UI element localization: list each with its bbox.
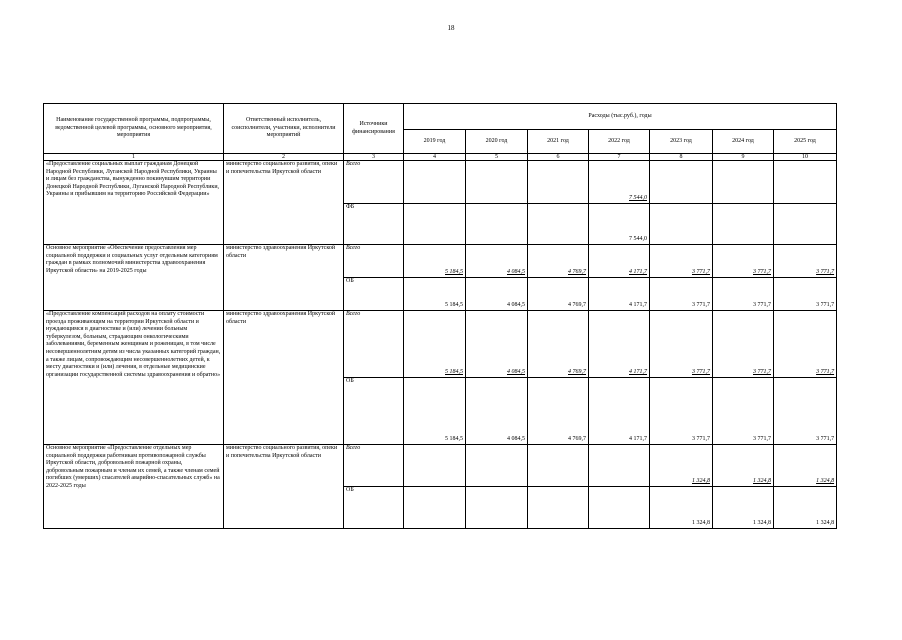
amount-total: 4 084,5 (466, 245, 528, 278)
amount-total: 5 184,5 (404, 311, 466, 378)
amount-sub (589, 487, 650, 529)
amount-total (774, 161, 837, 204)
source-sub: ОБ (344, 378, 404, 445)
amount-sub: 3 771,7 (713, 378, 774, 445)
table-row (44, 161, 837, 204)
column-index: 8 (650, 154, 713, 161)
amount-total (466, 445, 528, 487)
amount-total (404, 445, 466, 487)
amount-sub: 4 769,7 (528, 378, 589, 445)
amount-total: 3 771,7 (774, 245, 837, 278)
amount-sub: 3 771,7 (650, 378, 713, 445)
amount-sub: 5 184,5 (404, 278, 466, 311)
activity-name: Основное мероприятие «Предоставление отдельных мер социальной поддержки работникам противопожарной службы Иркутской области, добровольной пожарной охраны, добровольным пожарным и членам их семей, а также членам семей погибших (умерших) спасателей аварийно-спасательных служб» на 2022-2025 годы (44, 445, 224, 529)
column-index: 1 (44, 154, 224, 161)
amount-total: 5 184,5 (404, 245, 466, 278)
amount-sub: 4 171,7 (589, 278, 650, 311)
amount-sub (528, 204, 589, 245)
amount-sub: 4 084,5 (466, 278, 528, 311)
amount-sub (404, 487, 466, 529)
amount-sub (774, 204, 837, 245)
amount-total: 3 771,7 (713, 311, 774, 378)
amount-sub (466, 487, 528, 529)
header-year: 2022 год (589, 130, 650, 154)
source-sub: ОБ (344, 487, 404, 529)
amount-total: 7 544,0 (589, 161, 650, 204)
amount-sub: 4 171,7 (589, 378, 650, 445)
amount-total: 1 324,8 (713, 445, 774, 487)
amount-sub: 5 184,5 (404, 378, 466, 445)
executor: министерство социального развития, опеки и попечительства Иркутской области (224, 445, 344, 529)
amount-sub (650, 204, 713, 245)
amount-total: 4 171,7 (589, 245, 650, 278)
executor: министерство здравоохранения Иркутской области (224, 311, 344, 445)
column-index-row (44, 154, 837, 161)
source-total: Всего (344, 245, 404, 278)
header-year: 2020 год (466, 130, 528, 154)
column-index: 7 (589, 154, 650, 161)
amount-total (528, 161, 589, 204)
table-row (44, 245, 837, 278)
amount-total: 1 324,8 (774, 445, 837, 487)
column-index: 4 (404, 154, 466, 161)
header-executor: Ответственный исполнитель, соисполнители, участники, исполнители мероприятий (224, 104, 344, 154)
column-index: 5 (466, 154, 528, 161)
amount-total: 3 771,7 (650, 311, 713, 378)
amount-total: 3 771,7 (774, 311, 837, 378)
table-row (44, 445, 837, 487)
amount-sub (528, 487, 589, 529)
header-year: 2019 год (404, 130, 466, 154)
executor: министерство социального развития, опеки и попечительства Иркутской области (224, 161, 344, 245)
amount-sub: 3 771,7 (774, 378, 837, 445)
source-sub: ФБ (344, 204, 404, 245)
amount-sub: 4 084,5 (466, 378, 528, 445)
header-year: 2024 год (713, 130, 774, 154)
amount-sub: 4 769,7 (528, 278, 589, 311)
source-total: Всего (344, 161, 404, 204)
budget-table (43, 103, 837, 529)
amount-sub: 3 771,7 (650, 278, 713, 311)
amount-total (404, 161, 466, 204)
column-index: 6 (528, 154, 589, 161)
amount-total: 4 769,7 (528, 311, 589, 378)
table-row (44, 311, 837, 378)
amount-total: 4 769,7 (528, 245, 589, 278)
executor: министерство здравоохранения Иркутской области (224, 245, 344, 311)
amount-total: 4 171,7 (589, 311, 650, 378)
header-year: 2021 год (528, 130, 589, 154)
header-expenses: Расходы (тыс.руб.), годы (404, 104, 837, 130)
amount-total (650, 161, 713, 204)
column-index: 2 (224, 154, 344, 161)
source-sub: ОБ (344, 278, 404, 311)
amount-total (713, 161, 774, 204)
header-name: Наименование государственной программы, подпрограммы, ведомственной целевой программы, основного мероприятия, мероприятия (44, 104, 224, 154)
activity-name: «Предоставление социальных выплат гражданам Донецкой Народной Республики, Луганской Народной Республики, Украины и лицам без гражданства, вынужденно покинувшим территории Донецкой Народной Республики, Луганской Народной Республики, Украины и прибывшим на территорию Российской Федерации» (44, 161, 224, 245)
column-index: 9 (713, 154, 774, 161)
amount-sub: 1 324,8 (650, 487, 713, 529)
amount-sub (713, 204, 774, 245)
activity-name: «Предоставление компенсаций расходов на оплату стоимости проезда проживающим на территории Иркутской области и нуждающимся в диагностике и (или) лечении больным туберкулезом, больным, страдающим онкологическими заболеваниями, беременным женщинам и роженицам, в том числе несовершеннолетним детям из числа указанных категорий граждан, а также лицам, сопровождающим несовершеннолетних детей, к месту диагностики и (или) лечения, в отдельные медицинские организации государственной системы здравоохранения и обратно» (44, 311, 224, 445)
column-index: 3 (344, 154, 404, 161)
page-number: 18 (447, 24, 455, 32)
amount-total (466, 161, 528, 204)
amount-sub: 3 771,7 (774, 278, 837, 311)
amount-total: 4 084,5 (466, 311, 528, 378)
amount-total: 1 324,8 (650, 445, 713, 487)
header-source: Источники финансирования (344, 104, 404, 154)
activity-name: Основное мероприятие «Обеспечение предоставления мер социальной поддержки и социальных услуг отдельным категориям граждан в рамках полномочий министерства здравоохранения Иркутской области» на 2019-2025 годы (44, 245, 224, 311)
amount-total (589, 445, 650, 487)
amount-total (528, 445, 589, 487)
amount-sub: 1 324,8 (774, 487, 837, 529)
amount-sub: 3 771,7 (713, 278, 774, 311)
amount-sub: 7 544,0 (589, 204, 650, 245)
header-year: 2025 год (774, 130, 837, 154)
source-total: Всего (344, 311, 404, 378)
source-total: Всего (344, 445, 404, 487)
amount-total: 3 771,7 (713, 245, 774, 278)
header-year: 2023 год (650, 130, 713, 154)
column-index: 10 (774, 154, 837, 161)
amount-sub (466, 204, 528, 245)
amount-sub: 1 324,8 (713, 487, 774, 529)
amount-sub (404, 204, 466, 245)
amount-total: 3 771,7 (650, 245, 713, 278)
